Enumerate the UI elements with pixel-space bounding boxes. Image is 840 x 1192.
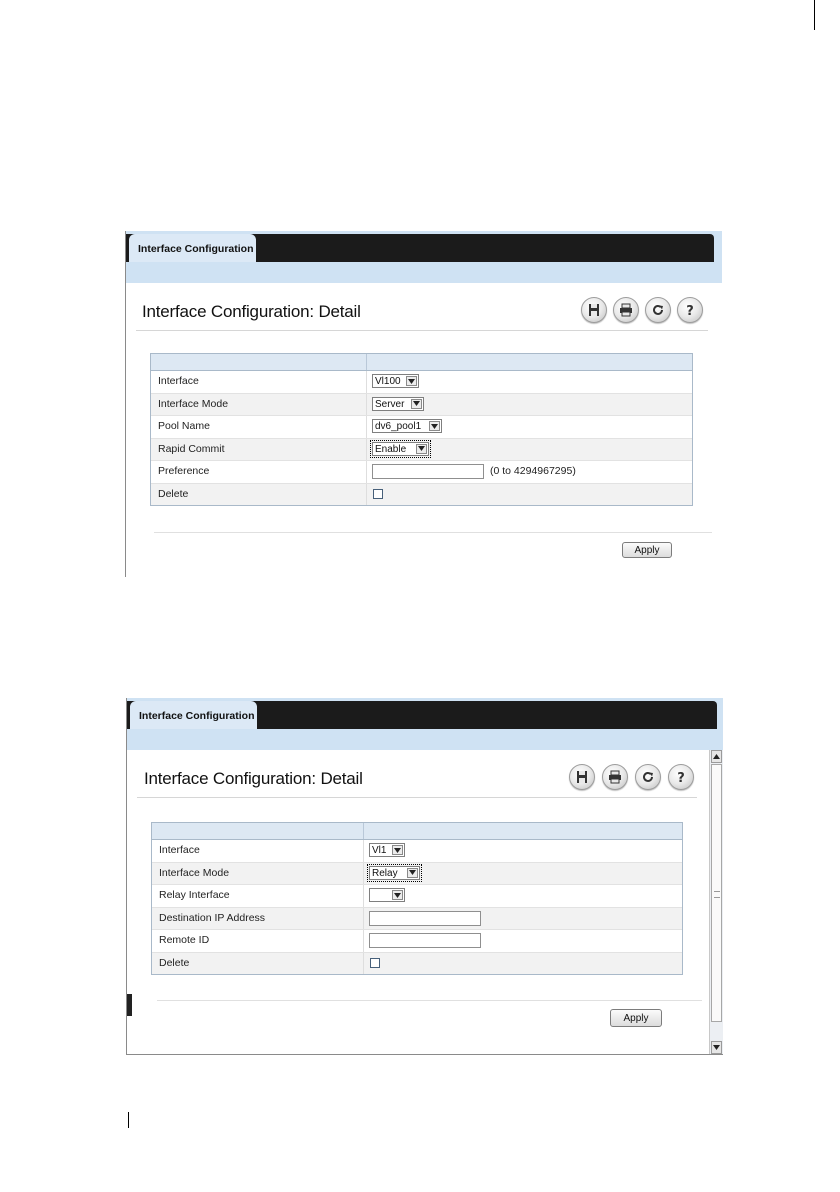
form-header xyxy=(152,823,682,840)
save-icon[interactable] xyxy=(569,764,595,790)
chevron-down-icon xyxy=(411,399,422,409)
pool-name-select[interactable]: dv6_pool1 xyxy=(372,419,442,433)
print-icon[interactable] xyxy=(602,764,628,790)
chevron-down-icon xyxy=(392,845,403,855)
field-label: Preference xyxy=(158,465,210,477)
interface-select[interactable]: Vl1 xyxy=(369,843,405,857)
scroll-down-icon[interactable] xyxy=(711,1041,722,1054)
chevron-down-icon xyxy=(392,890,403,900)
page-title: Interface Configuration: Detail xyxy=(142,302,361,321)
tab-bar xyxy=(126,231,722,283)
field-label: Pool Name xyxy=(158,420,210,432)
interface-select[interactable]: Vl100 xyxy=(372,374,419,388)
row-destination-ip xyxy=(152,908,682,931)
scrollbar-thumb[interactable] xyxy=(711,764,722,1022)
screenshot-relay-mode xyxy=(126,698,723,1055)
row-pool-name xyxy=(151,416,692,439)
detail-form xyxy=(150,353,693,506)
resize-handle[interactable] xyxy=(127,994,132,1016)
svg-text:?: ? xyxy=(677,771,685,784)
screenshot-server-mode xyxy=(125,231,722,577)
row-delete xyxy=(152,953,682,975)
relay-interface-select[interactable] xyxy=(369,888,405,902)
row-rapid-commit xyxy=(151,439,692,462)
preference-range-hint: (0 to 4294967295) xyxy=(490,465,576,477)
tab-bar xyxy=(127,698,723,750)
remote-id-input[interactable] xyxy=(369,933,481,948)
form-header xyxy=(151,354,692,371)
destination-ip-input[interactable] xyxy=(369,911,481,926)
page-title: Interface Configuration: Detail xyxy=(144,769,363,788)
field-label: Interface Mode xyxy=(159,866,230,879)
row-relay-interface xyxy=(152,885,682,908)
row-interface xyxy=(152,840,682,863)
chevron-down-icon xyxy=(406,376,417,386)
field-label: Interface xyxy=(159,844,200,856)
svg-text:?: ? xyxy=(686,304,694,317)
tab-interface-configuration[interactable]: Interface Configuration xyxy=(130,701,257,729)
delete-checkbox[interactable] xyxy=(373,489,383,499)
field-label: Destination IP Address xyxy=(159,911,266,924)
apply-button[interactable]: Apply xyxy=(622,542,672,558)
save-icon[interactable] xyxy=(581,297,607,323)
field-label: Rapid Commit xyxy=(158,442,225,455)
scroll-up-icon[interactable] xyxy=(711,750,722,763)
field-label: Delete xyxy=(158,487,189,500)
page-edge-rule xyxy=(128,1112,129,1128)
help-icon[interactable] xyxy=(668,764,694,790)
field-label: Delete xyxy=(159,956,190,969)
row-interface xyxy=(151,371,692,394)
help-icon[interactable] xyxy=(677,297,703,323)
field-label: Interface Mode xyxy=(158,397,229,410)
chevron-down-icon xyxy=(429,421,440,431)
rapid-commit-select[interactable]: Enable xyxy=(372,442,429,456)
vertical-scrollbar[interactable] xyxy=(709,750,723,1054)
row-interface-mode xyxy=(151,394,692,417)
refresh-icon[interactable] xyxy=(645,297,671,323)
detail-form xyxy=(151,822,683,975)
field-label: Interface xyxy=(158,375,199,387)
row-preference xyxy=(151,461,692,484)
row-interface-mode xyxy=(152,863,682,886)
interface-mode-select[interactable]: Relay xyxy=(369,866,420,880)
refresh-icon[interactable] xyxy=(635,764,661,790)
interface-mode-select[interactable]: Server xyxy=(372,397,424,411)
tab-interface-configuration[interactable]: Interface Configuration xyxy=(129,234,256,262)
print-icon[interactable] xyxy=(613,297,639,323)
field-label: Remote ID xyxy=(159,934,210,946)
apply-button[interactable]: Apply xyxy=(610,1009,662,1027)
chevron-down-icon xyxy=(416,444,427,454)
delete-checkbox[interactable] xyxy=(370,958,380,968)
page-edge-rule xyxy=(814,0,815,30)
preference-input[interactable] xyxy=(372,464,484,479)
field-label: Relay Interface xyxy=(159,889,230,901)
chevron-down-icon xyxy=(407,868,418,878)
row-delete xyxy=(151,484,692,506)
row-remote-id xyxy=(152,930,682,953)
